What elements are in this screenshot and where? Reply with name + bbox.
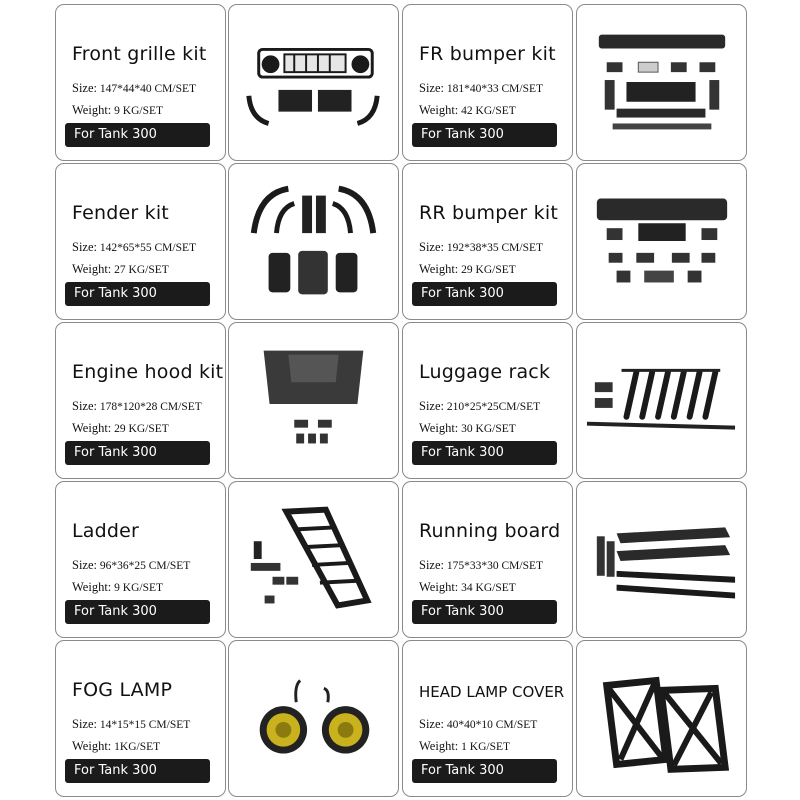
product-card-fender-kit[interactable] — [55, 163, 226, 320]
product-title: FR bumper kit — [419, 43, 556, 65]
product-size: Size: 40*40*10 CM/SET — [419, 717, 538, 731]
running-board-image — [577, 482, 746, 637]
product-size: Size: 142*65*55 CM/SET — [72, 240, 197, 254]
product-card-front-grille-kit[interactable] — [55, 4, 226, 161]
front-bumper-kit-image — [577, 5, 746, 160]
fender-kit-image — [229, 164, 398, 319]
product-size: Size: 192*38*35 CM/SET — [419, 240, 544, 254]
product-size: Size: 147*44*40 CM/SET — [72, 81, 197, 95]
product-title: Running board — [419, 520, 561, 542]
product-size: Size: 181*40*33 CM/SET — [419, 81, 544, 95]
product-title: Fender kit — [72, 202, 169, 224]
product-weight: Weight: 29 KG/SET — [419, 262, 516, 276]
product-card-running-board[interactable] — [402, 481, 573, 638]
product-weight: Weight: 9 KG/SET — [72, 580, 164, 594]
product-card-fog-lamp[interactable] — [55, 640, 226, 797]
product-card-luggage-rack[interactable] — [402, 322, 573, 479]
product-size: Size: 210*25*25CM/SET — [419, 399, 541, 413]
vehicle-tag: For Tank 300 — [65, 282, 210, 306]
product-card-ladder[interactable] — [55, 481, 226, 638]
vehicle-tag: For Tank 300 — [412, 600, 557, 624]
product-title: Engine hood kit — [72, 361, 224, 383]
product-weight: Weight: 34 KG/SET — [419, 580, 516, 594]
front-grille-kit-image — [229, 5, 398, 160]
product-size: Size: 14*15*15 CM/SET — [72, 717, 191, 731]
fog-lamp-image — [229, 641, 398, 796]
vehicle-tag: For Tank 300 — [412, 759, 557, 783]
product-title: RR bumper kit — [419, 202, 558, 224]
vehicle-tag: For Tank 300 — [412, 441, 557, 465]
vehicle-tag: For Tank 300 — [65, 759, 210, 783]
product-title: Front grille kit — [72, 43, 207, 65]
fog-lamp-photo[interactable] — [228, 640, 399, 797]
luggage-rack-photo[interactable] — [576, 322, 747, 479]
rear-bumper-kit-image — [577, 164, 746, 319]
head-lamp-cover-photo[interactable] — [576, 640, 747, 797]
ladder-image — [229, 482, 398, 637]
vehicle-tag: For Tank 300 — [65, 441, 210, 465]
product-size: Size: 175*33*30 CM/SET — [419, 558, 544, 572]
luggage-rack-image — [577, 323, 746, 478]
product-weight: Weight: 1KG/SET — [72, 739, 161, 753]
product-card-fr-bumper-kit[interactable] — [402, 4, 573, 161]
head-lamp-cover-image — [577, 641, 746, 796]
front-grille-kit-photo[interactable] — [228, 4, 399, 161]
front-bumper-kit-photo[interactable] — [576, 4, 747, 161]
product-size: Size: 178*120*28 CM/SET — [72, 399, 202, 413]
product-title: FOG LAMP — [72, 679, 173, 701]
product-card-head-lamp-cover[interactable] — [402, 640, 573, 797]
product-weight: Weight: 29 KG/SET — [72, 421, 169, 435]
fender-kit-photo[interactable] — [228, 163, 399, 320]
product-title: Luggage rack — [419, 361, 551, 383]
vehicle-tag: For Tank 300 — [412, 282, 557, 306]
engine-hood-kit-photo[interactable] — [228, 322, 399, 479]
product-card-engine-hood-kit[interactable] — [55, 322, 226, 479]
product-title: HEAD LAMP COVER — [419, 683, 565, 701]
product-weight: Weight: 30 KG/SET — [419, 421, 516, 435]
vehicle-tag: For Tank 300 — [412, 123, 557, 147]
vehicle-tag: For Tank 300 — [65, 600, 210, 624]
engine-hood-kit-image — [229, 323, 398, 478]
running-board-photo[interactable] — [576, 481, 747, 638]
product-size: Size: 96*36*25 CM/SET — [72, 558, 191, 572]
product-title: Ladder — [72, 520, 140, 542]
product-weight: Weight: 9 KG/SET — [72, 103, 164, 117]
product-weight: Weight: 27 KG/SET — [72, 262, 169, 276]
product-weight: Weight: 1 KG/SET — [419, 739, 511, 753]
product-card-rr-bumper-kit[interactable] — [402, 163, 573, 320]
rear-bumper-kit-photo[interactable] — [576, 163, 747, 320]
ladder-photo[interactable] — [228, 481, 399, 638]
vehicle-tag: For Tank 300 — [65, 123, 210, 147]
product-weight: Weight: 42 KG/SET — [419, 103, 516, 117]
